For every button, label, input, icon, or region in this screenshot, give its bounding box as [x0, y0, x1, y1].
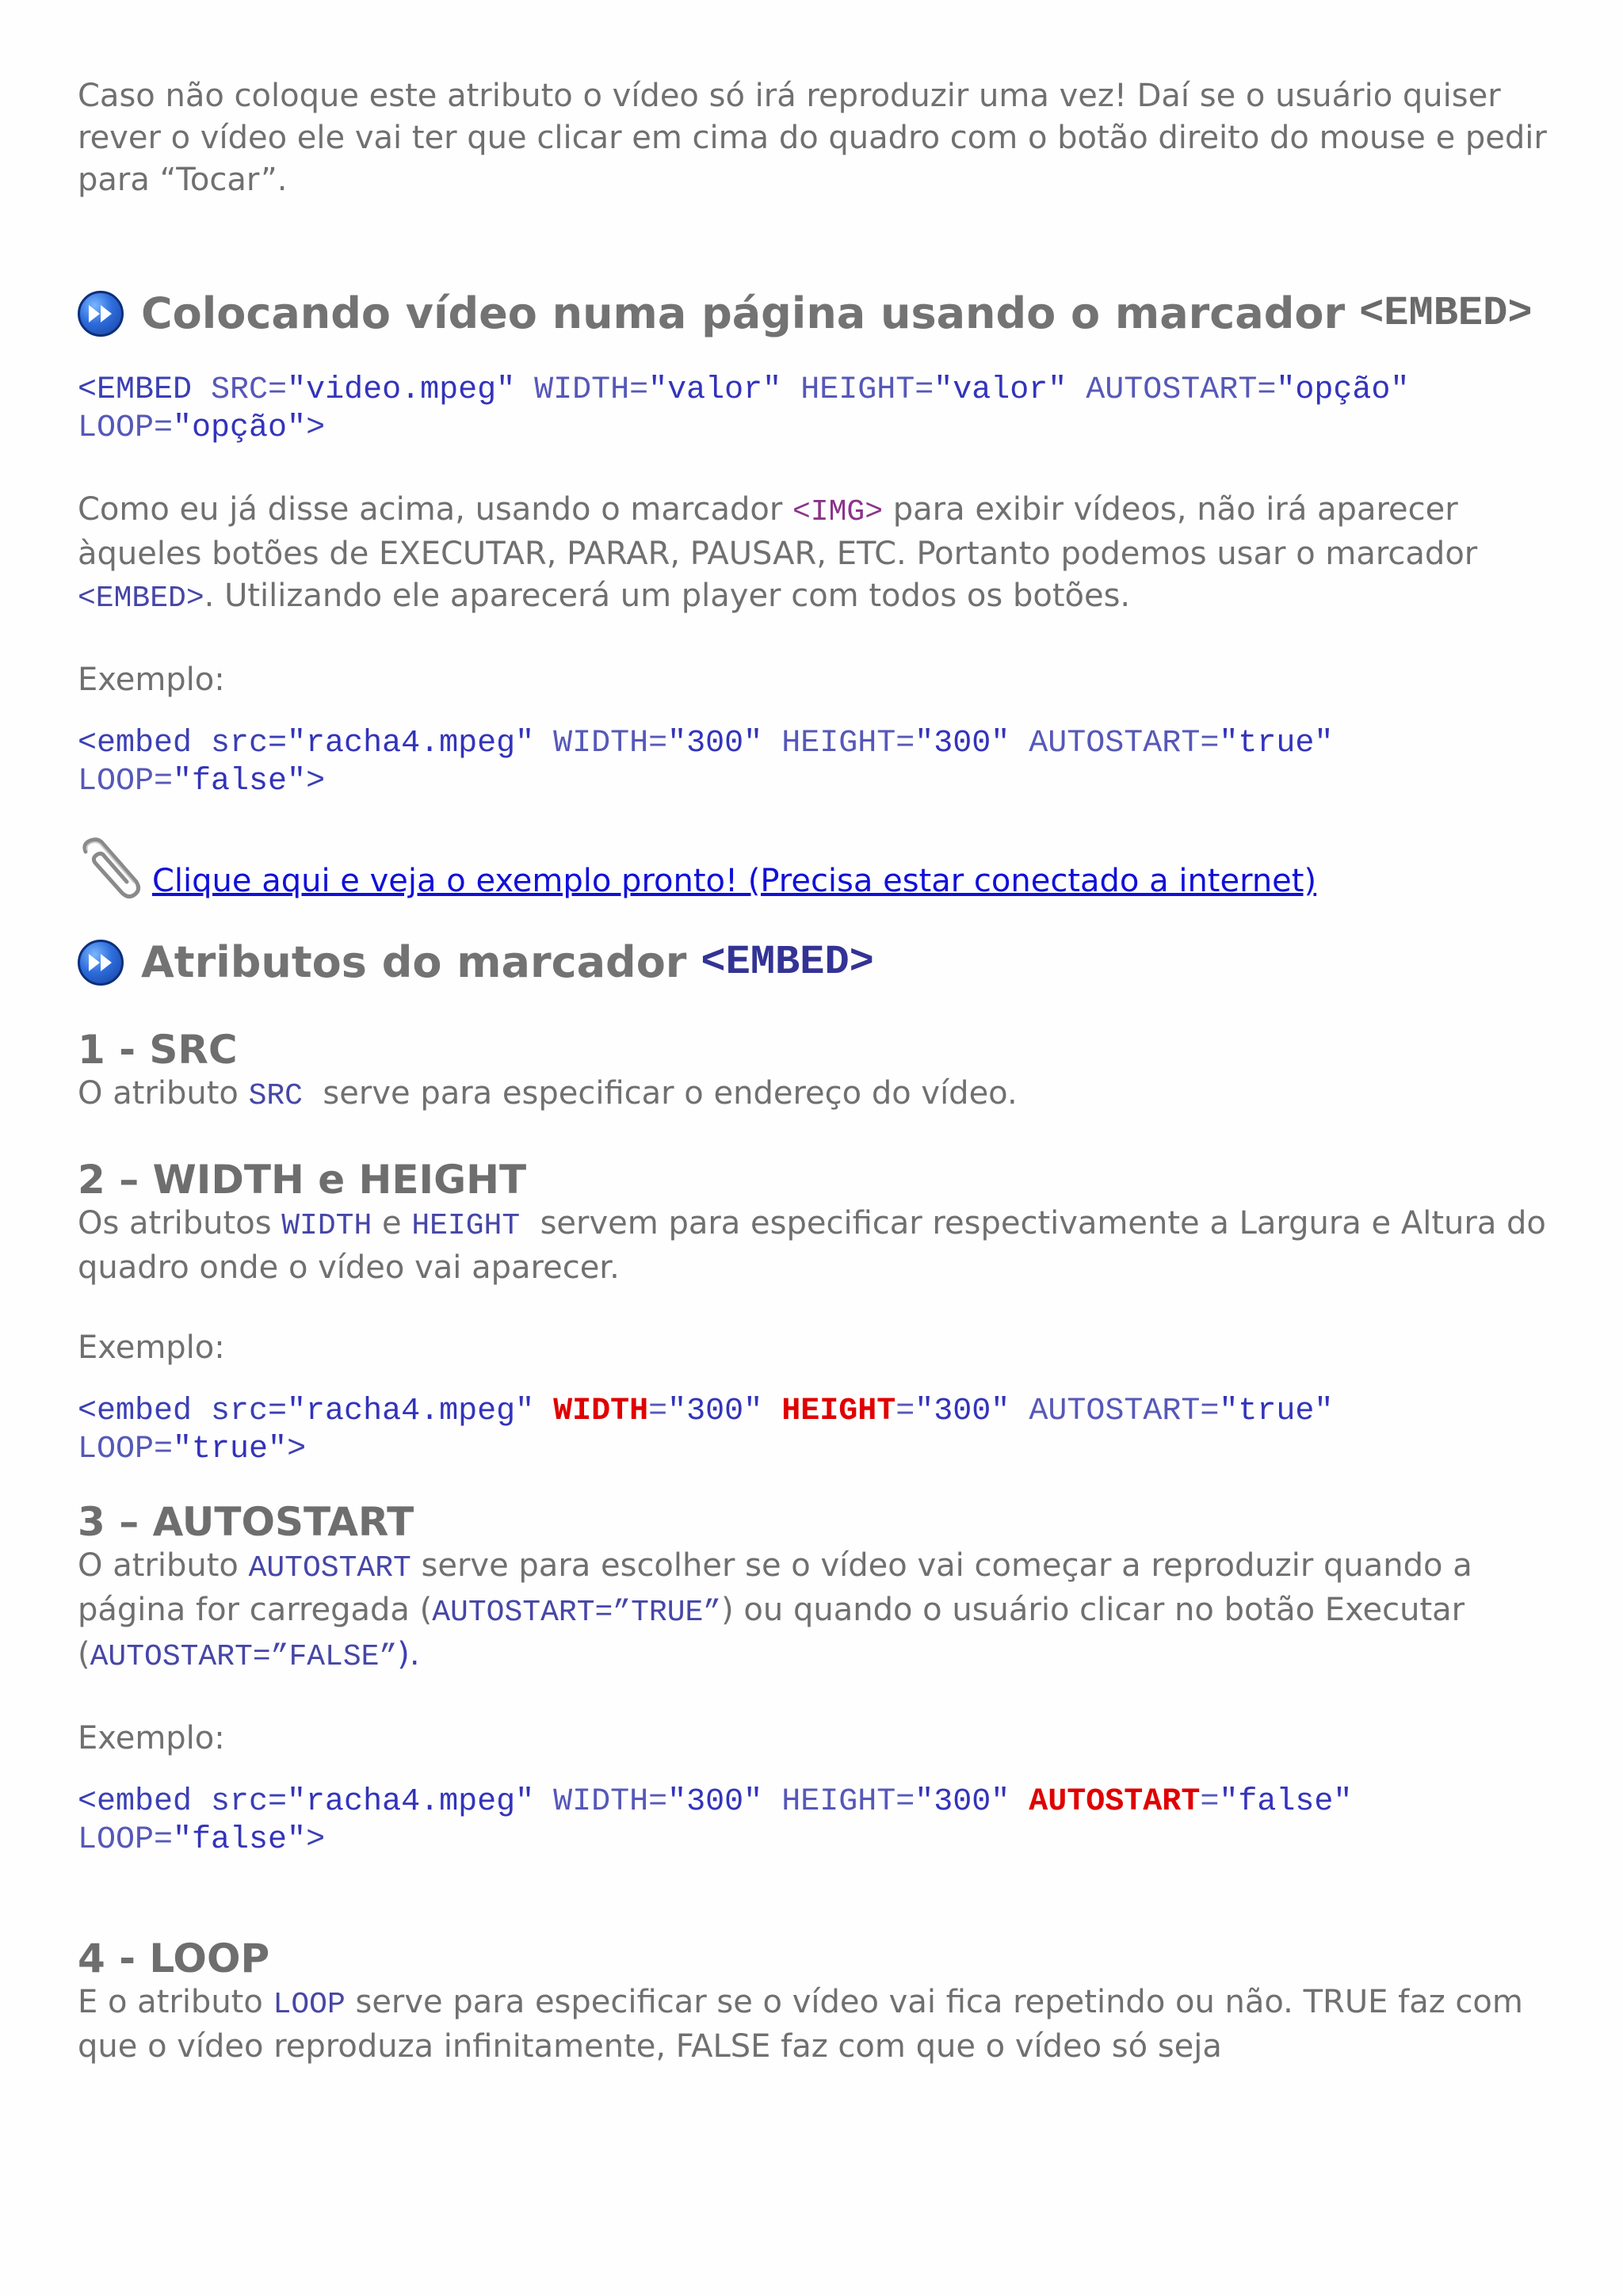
- text-run: Os atributos: [78, 1205, 282, 1241]
- loop-heading: 4 - LOOP: [78, 1936, 270, 1981]
- text-run: servem para especificar respectivamente a Largura e Altura do quadro onde o vídeo vai aparecer.: [78, 1205, 1556, 1286]
- code-token: "true": [1219, 1394, 1334, 1429]
- text-run: O atributo: [78, 1075, 249, 1112]
- code-token: "false": [1219, 1784, 1353, 1820]
- document-page: [78, 75, 1568, 2068]
- code-token: AUTOSTART=: [1086, 372, 1277, 408]
- code-token: AUTOSTART=: [1029, 726, 1220, 761]
- code-token: LOOP=: [78, 764, 174, 799]
- text-run: O atributo: [78, 1547, 249, 1584]
- text-run: serve para especificar o endereço do vídeo.: [303, 1075, 1018, 1112]
- text-run: serve para especificar se o vídeo vai fica repetindo ou não. TRUE faz com que o vídeo reproduza infinitamente, FALSE faz com que o vídeo só seja: [78, 1984, 1523, 2065]
- embed-explanation-paragraph: [78, 489, 1568, 620]
- code-token: WIDTH=: [534, 372, 649, 408]
- code-token: =: [1200, 1784, 1220, 1820]
- example-label: Exemplo:: [78, 1720, 225, 1756]
- code-token: =: [648, 1394, 668, 1429]
- example-link-row: [78, 834, 1568, 902]
- text-run: e: [372, 1205, 412, 1241]
- code-token: "video.mpeg": [287, 372, 516, 408]
- text-run: ) ou quando o usuário clicar no botão Executar (: [78, 1592, 1465, 1672]
- text-run: Como eu já disse acima, usando o marcador: [78, 491, 792, 528]
- code-token: "300": [915, 1394, 1010, 1429]
- src-heading: 1 - SRC: [78, 1027, 238, 1073]
- code-token: >: [287, 1432, 307, 1467]
- example-ready-link[interactable]: Clique aqui e veja o exemplo pronto! (Precisa estar conectado a internet): [152, 863, 1317, 899]
- section-heading-atributos: [78, 937, 1568, 987]
- section-title-tag: <EMBED>: [1359, 290, 1533, 337]
- text-run: E o atributo: [78, 1984, 273, 2020]
- text-run: . Utilizando ele aparecerá um player com todos os botões.: [204, 578, 1131, 614]
- code-token-highlight: WIDTH: [553, 1394, 649, 1429]
- code-token-highlight: HEIGHT: [781, 1394, 896, 1429]
- example-label: Exemplo:: [78, 662, 225, 698]
- code-token: "true": [173, 1432, 288, 1467]
- code-token: LOOP=: [78, 410, 174, 446]
- code-token: "false": [173, 1822, 307, 1858]
- section-title: Colocando vídeo numa página usando o marcador: [141, 288, 1346, 338]
- code-token: <embed src=: [78, 1784, 288, 1820]
- inline-code-loop: LOOP: [273, 1988, 346, 2022]
- paperclip-icon: [78, 834, 146, 902]
- code-token: >: [306, 1822, 326, 1858]
- section-title-tag: <EMBED>: [701, 939, 874, 986]
- inline-code-width: WIDTH: [281, 1209, 372, 1243]
- autostart-example-code: [78, 1783, 1568, 1859]
- code-token: "false": [173, 764, 307, 799]
- inline-code-height: HEIGHT: [411, 1209, 521, 1243]
- code-token: <EMBED: [78, 372, 193, 408]
- code-token: <embed src=: [78, 726, 288, 761]
- code-token: "true": [1219, 726, 1334, 761]
- code-token: "racha4.mpeg": [287, 1394, 535, 1429]
- code-token: >: [306, 410, 326, 446]
- autostart-paragraph: [78, 1545, 1568, 1678]
- embed-example-code: [78, 725, 1568, 801]
- code-token: "300": [915, 1784, 1010, 1820]
- fast-forward-icon: [78, 940, 124, 986]
- width-height-example-code: [78, 1393, 1568, 1469]
- loop-paragraph: [78, 1981, 1568, 2068]
- code-token: SRC=: [211, 372, 288, 408]
- code-token: WIDTH=: [553, 726, 668, 761]
- width-height-paragraph: [78, 1203, 1568, 1289]
- autostart-heading: 3 – AUTOSTART: [78, 1499, 414, 1545]
- code-token: AUTOSTART=: [1029, 1394, 1220, 1429]
- code-token: =: [896, 1394, 915, 1429]
- src-paragraph: [78, 1073, 1568, 1117]
- code-token: "opção": [173, 410, 307, 446]
- inline-code-src: SRC: [248, 1079, 303, 1113]
- code-token: HEIGHT=: [781, 1784, 915, 1820]
- code-token: "300": [667, 1394, 763, 1429]
- code-token: "opção": [1276, 372, 1410, 408]
- inline-code-img: <IMG>: [792, 495, 884, 529]
- width-height-heading: 2 – WIDTH e HEIGHT: [78, 1157, 527, 1203]
- inline-code-autostart-true: AUTOSTART=”TRUE”: [432, 1596, 722, 1630]
- inline-code-autostart: AUTOSTART: [248, 1551, 411, 1585]
- code-token: HEIGHT=: [800, 372, 934, 408]
- code-token: "300": [667, 726, 763, 761]
- text-run: para exibir vídeos, não irá aparecer àqueles botões de EXECUTAR, PARAR, PAUSAR, ETC. Portanto podemos usar o marcador: [78, 491, 1478, 572]
- example-label: Exemplo:: [78, 1329, 225, 1366]
- code-token-highlight: AUTOSTART: [1029, 1784, 1201, 1820]
- code-token: "racha4.mpeg": [287, 1784, 535, 1820]
- section-title: Atributos do marcador: [141, 937, 687, 987]
- code-token: "valor": [934, 372, 1067, 408]
- code-token: WIDTH=: [553, 1784, 668, 1820]
- code-token: HEIGHT=: [781, 726, 915, 761]
- inline-code-embed: <EMBED>: [78, 582, 204, 616]
- code-token: LOOP=: [78, 1822, 174, 1858]
- code-token: "racha4.mpeg": [287, 726, 535, 761]
- text-run: ).: [397, 1636, 420, 1672]
- embed-syntax-code: [78, 372, 1568, 448]
- section-heading-colocando-video: [78, 288, 1568, 338]
- text-run: serve para escolher se o vídeo vai começar a reproduzir quando a página for carregada (: [78, 1547, 1472, 1628]
- code-token: >: [306, 764, 326, 799]
- fast-forward-icon: [78, 291, 124, 337]
- code-token: "300": [915, 726, 1010, 761]
- intro-paragraph: Caso não coloque este atributo o vídeo só irá reproduzir uma vez! Daí se o usuário quiser rever o vídeo ele vai ter que clicar em cima do quadro com o botão direito do mouse e pedir para “Tocar”.: [78, 78, 1547, 198]
- code-token: LOOP=: [78, 1432, 174, 1467]
- code-token: <embed src=: [78, 1394, 288, 1429]
- code-token: "valor": [648, 372, 782, 408]
- code-token: "300": [667, 1784, 763, 1820]
- inline-code-autostart-false: AUTOSTART=”FALSE”: [90, 1640, 398, 1674]
